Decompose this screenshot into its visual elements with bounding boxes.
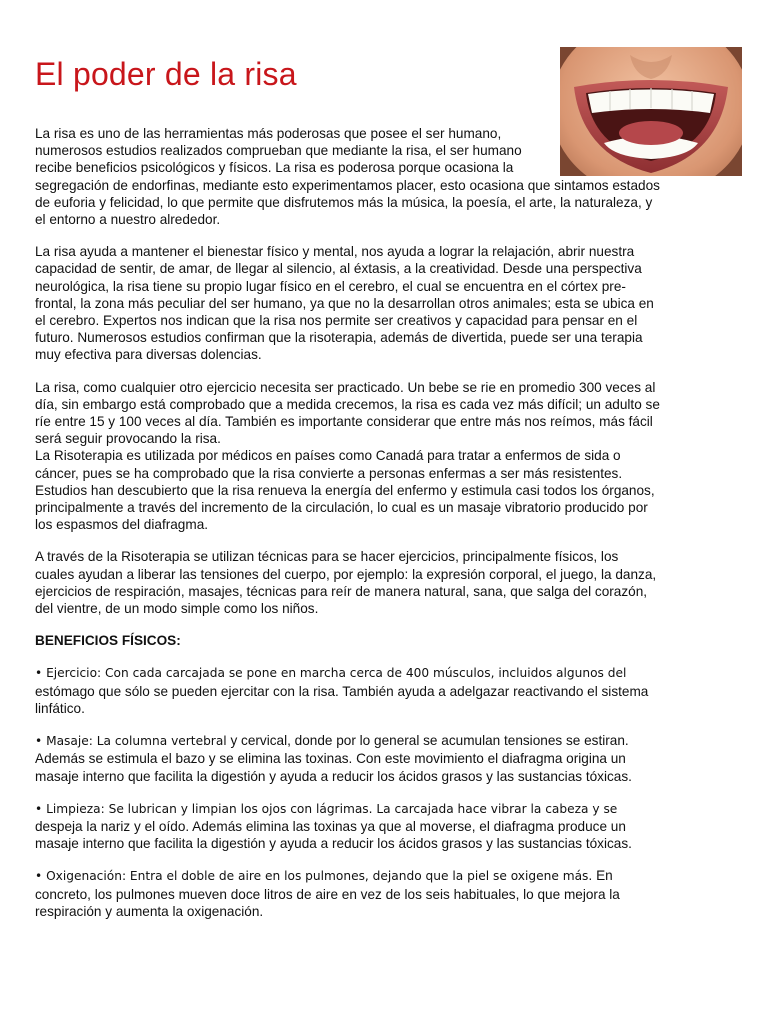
paragraph-practice: La risa, como cualquier otro ejercicio necesita ser practicado. Un bebe se rie en promedio 300 veces al día, sin embargo está comprobado que a medida crecemos, la risa es cada vez más difícil; un adulto se ríe entre 15 y 100 veces al día. También es importante considerar que entre más nos reímos, más fácil será seguir provocando la risa. bbox=[35, 379, 660, 447]
paragraph-intro-line-2: numerosos estudios realizados comprueban que mediante la risa, el ser humano bbox=[35, 143, 522, 159]
benefit-limpieza-text: despeja la nariz y el oído. Además elimina las toxinas ya que al moverse, el diafragma produce un masaje interno que facilita la digestión y ayuda a reducir los ácidos grasos y las sustancias tóxicas. bbox=[35, 818, 632, 852]
page-title: El poder de la risa bbox=[35, 56, 297, 92]
benefit-masaje-text: y cervical, donde por lo general se acumulan tensiones se estiran. Además se estimula el bazo y se elimina las toxinas. Con este movimiento el diafragma origina un masaje interno que facilita la digestión y ayuda a reducir los ácidos grasos y las sustancias tóxicas. bbox=[35, 733, 632, 784]
benefit-masaje bbox=[35, 732, 660, 785]
benefit-limpieza bbox=[35, 800, 660, 853]
benefit-ejercicio-label: • Ejercicio: Con cada carcajada se pone en marcha cerca de 400 músculos, incluidos algunos del bbox=[35, 666, 627, 681]
paragraph-wellbeing: La risa ayuda a mantener el bienestar físico y mental, nos ayuda a lograr la relajación, abrir nuestra capacidad de sentir, de amar, de llegar al silencio, al éxtasis, a la creatividad. Desde una perspectiva neurológica, la risa tiene su propio lugar físico en el cerebro, el cual se encuentra en el córtex pre-frontal, la zona más peculiar del ser humano, ya que no la desarrollan otros animales; esta se ubica en el cerebro. Expertos nos indican que la risa nos permite ser creativos y capacidad para pensar en el futuro. Numerosos estudios confirman que la risoterapia, además de divertida, puede ser una terapia muy efectiva para diversas dolencias. bbox=[35, 244, 654, 363]
benefit-ejercicio bbox=[35, 664, 660, 717]
paragraph-intro-line-1: La risa es uno de las herramientas más poderosas que posee el ser humano, bbox=[35, 126, 502, 141]
benefit-oxigenacion-text: En concreto, los pulmones mueven doce litros de aire en vez de los seis habituales, lo que mejora la respiración y aumenta la oxigenación. bbox=[35, 868, 620, 919]
benefits-heading: BENEFICIOS FÍSICOS: bbox=[35, 633, 181, 649]
benefit-oxigenacion bbox=[35, 867, 660, 920]
benefit-masaje-label: • Masaje: La columna vertebral bbox=[35, 734, 227, 749]
paragraph-risoterapia: La Risoterapia es utilizada por médicos en países como Canadá para tratar a enfermos de sida o cáncer, pues se ha comprobado que la risa convierte a personas enfermas a ser más resistentes. Estudios han descubierto que la risa renueva la energía del enfermo y estimula casi todos los órganos, principalmente a través del incremento de la circulación, lo cual es un masaje vibratorio producido por los espasmos del diafragma. bbox=[35, 448, 655, 533]
article-body bbox=[35, 125, 660, 935]
paragraph-techniques: A través de la Risoterapia se utilizan técnicas para se hacer ejercicios, principalmente físicos, los cuales ayudan a liberar las tensiones del cuerpo, por ejemplo: la expresión corporal, el juego, la danza, ejercicios de respiración, masajes, técnicas para reír de manera natural, sana, que salga del corazón, del vientre, de un modo simple como los niños. bbox=[35, 549, 657, 617]
benefit-ejercicio-text: estómago que sólo se pueden ejercitar con la risa. También ayuda a adelgazar reactivando el sistema linfático. bbox=[35, 683, 649, 716]
paragraph-intro bbox=[35, 125, 660, 228]
paragraph-intro-rest: segregación de endorfinas, mediante esto experimentamos placer, esto ocasiona que sintamos estados de euforia y felicidad, lo que permite que disfrutemos más la música, la poesía, el arte, la naturaleza, y el entorno a nuestro alrededor. bbox=[35, 177, 660, 228]
benefit-limpieza-label: • Limpieza: Se lubrican y limpian los ojos con lágrimas. La carcajada hace vibrar la cabeza y se bbox=[35, 801, 618, 816]
paragraph-intro-line-3: recibe beneficios psicológicos y físicos. La risa es poderosa porque ocasiona la bbox=[35, 160, 514, 176]
benefit-oxigenacion-label: • Oxigenación: Entra el doble de aire en los pulmones, dejando que la piel se oxigene más. bbox=[35, 869, 593, 884]
